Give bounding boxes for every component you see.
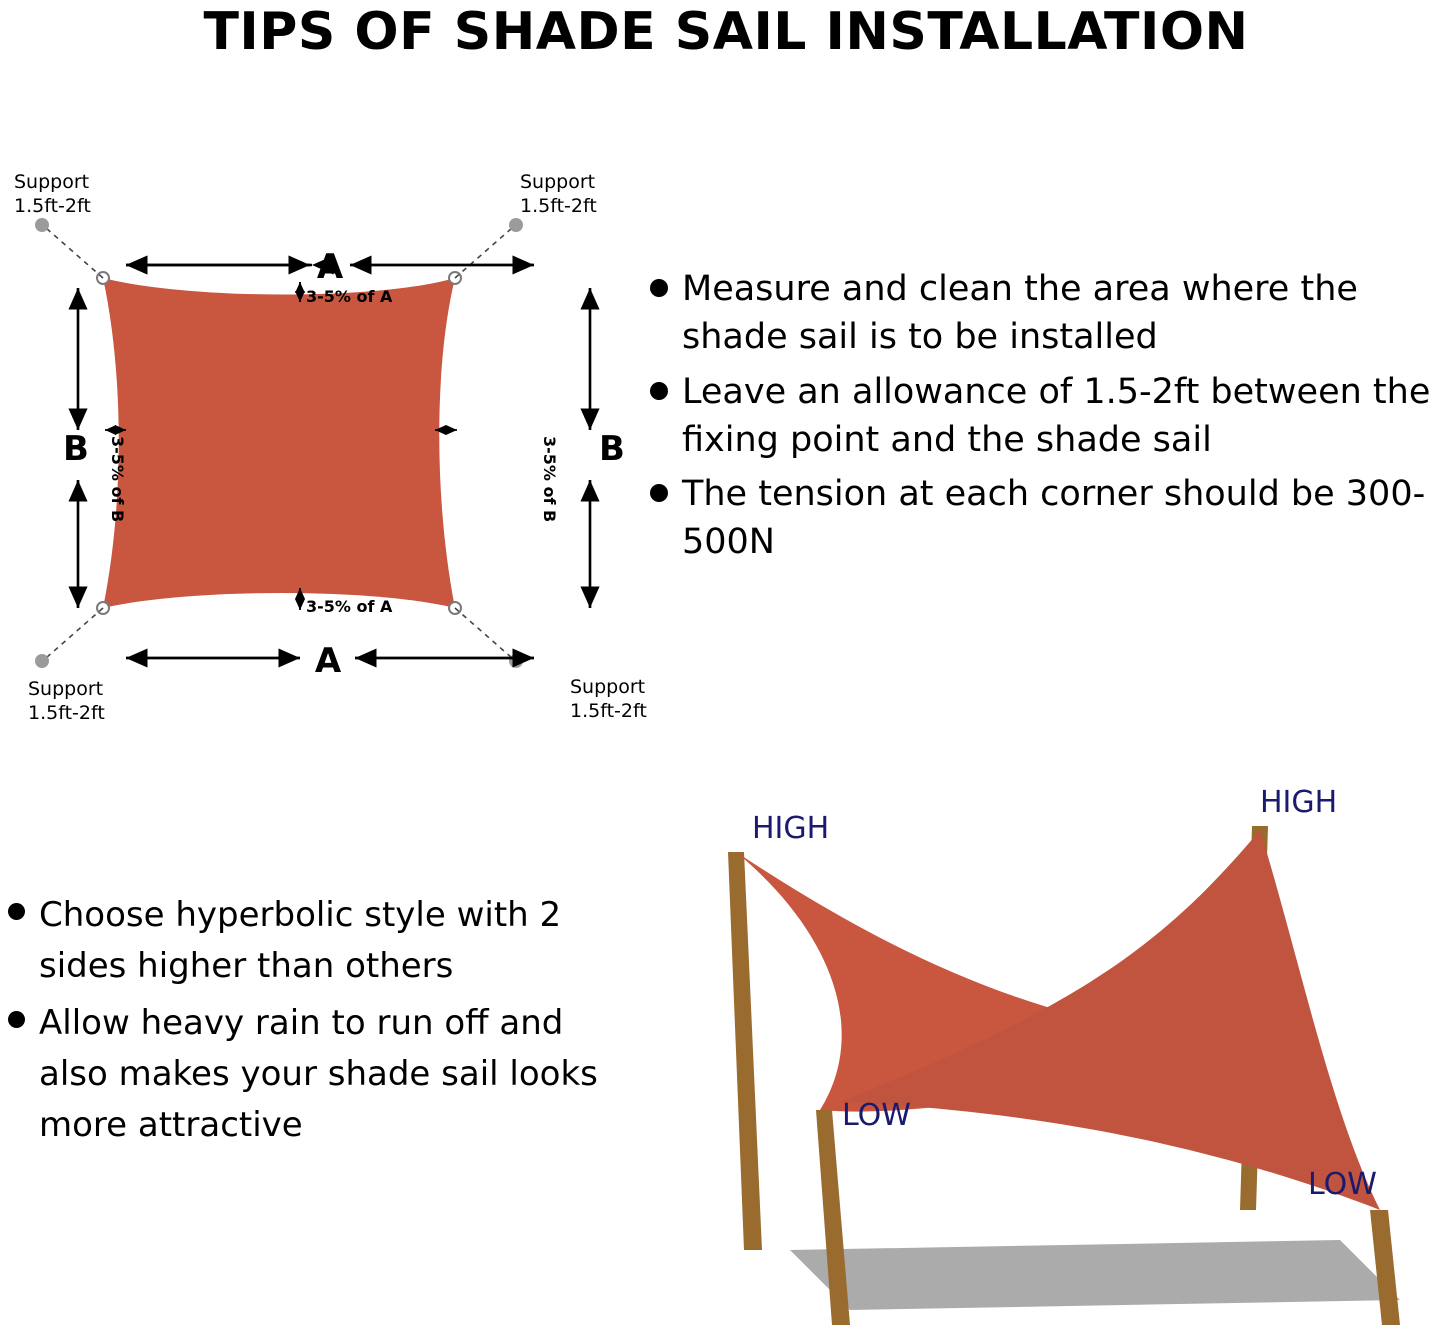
sail-shape (103, 278, 455, 608)
curve-label-bottom: 3-5% of A (306, 597, 393, 616)
list-item (0, 998, 640, 1151)
label-high-left: HIGH (752, 811, 830, 846)
curve-label-right: 3-5% of B (540, 436, 559, 523)
page-title: TIPS OF SHADE SAIL INSTALLATION (203, 2, 1249, 62)
list-item (650, 470, 1450, 567)
list-item (0, 890, 640, 992)
pole-high-left (728, 852, 762, 1250)
list-item-label: The tension at each corner should be 300-500N (682, 474, 1426, 563)
bullet-icon (650, 279, 668, 297)
support-line-bottom-right (455, 608, 512, 658)
bullet-icon (8, 903, 25, 920)
pole-low-left (816, 1110, 850, 1325)
label-high-right: HIGH (1260, 785, 1338, 820)
dim-label-a-bottom: A (314, 641, 342, 681)
support-bottom-right-line2: 1.5ft-2ft (570, 700, 647, 722)
label-low-right: LOW (1308, 1167, 1377, 1202)
support-bottom-left-line1: Support (28, 678, 104, 700)
bullet-icon (650, 382, 668, 400)
dim-label-b-right: B (599, 429, 625, 469)
list-item-label: Allow heavy rain to run off and also makes your shade sail looks more attractive (39, 1003, 598, 1145)
curve-label-left: 3-5% of B (108, 436, 127, 523)
bullet-icon (8, 1011, 25, 1028)
list-item (650, 368, 1450, 465)
anchor-bottom-right (509, 654, 523, 668)
support-line-bottom-left (46, 608, 103, 658)
anchor-bottom-left (35, 654, 49, 668)
rectangular-sail-diagram (0, 160, 660, 740)
bullet-icon (650, 484, 668, 502)
list-item-label: Measure and clean the area where the shade sail is to be installed (682, 269, 1358, 358)
dim-label-b-left: B (63, 429, 89, 469)
label-low-left: LOW (842, 1098, 911, 1133)
support-top-right-line1: Support (520, 171, 596, 193)
list-item (650, 265, 1450, 362)
anchor-top-right (509, 218, 523, 232)
support-top-left-line1: Support (14, 171, 90, 193)
hyperbolic-sail-diagram (640, 780, 1452, 1325)
support-bottom-right-line1: Support (570, 676, 646, 698)
installation-tips-list (650, 265, 1450, 573)
ground-shadow (790, 1240, 1400, 1310)
curve-label-top: 3-5% of A (306, 287, 393, 306)
support-line-top-right (455, 228, 512, 278)
anchor-top-left (35, 218, 49, 232)
list-item-label: Leave an allowance of 1.5-2ft between the fixing point and the shade sail (682, 371, 1431, 460)
list-item-label: Choose hyperbolic style with 2 sides higher than others (39, 895, 562, 986)
support-line-top-left (46, 228, 103, 278)
hyperbolic-style-tips-list (0, 890, 640, 1157)
support-top-right-line2: 1.5ft-2ft (520, 195, 597, 217)
dim-label-a-top: A (316, 247, 344, 287)
support-bottom-left-line2: 1.5ft-2ft (28, 702, 105, 724)
pole-low-right (1370, 1210, 1400, 1325)
support-top-left-line2: 1.5ft-2ft (14, 195, 91, 217)
